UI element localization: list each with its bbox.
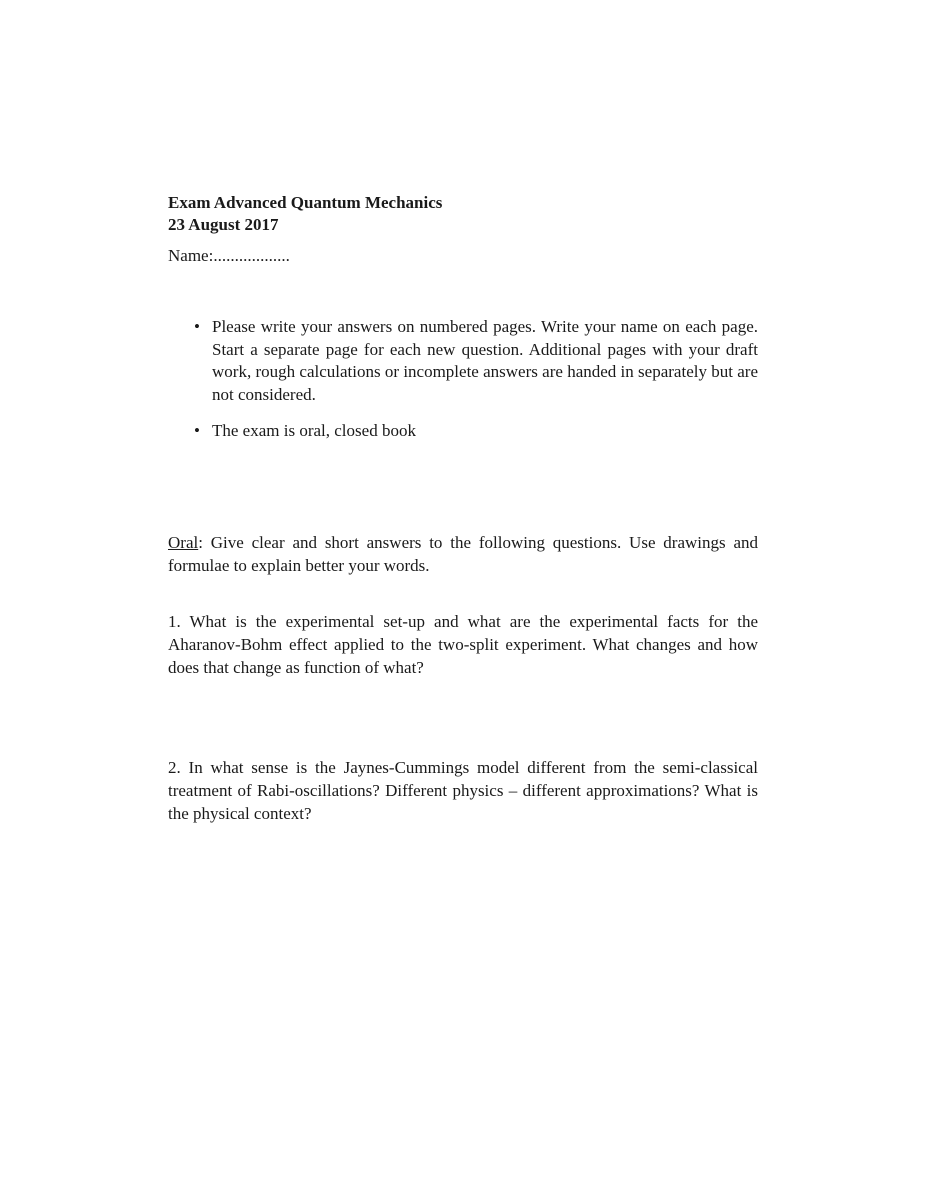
oral-text: : Give clear and short answers to the following questions. Use drawings and formulae to explain better your words. xyxy=(168,532,758,575)
question-1: 1. What is the experimental set-up and what are the experimental facts for the Aharanov-Bohm effect applied to the two-split experiment. What changes and how does that change as function of what? xyxy=(168,611,758,677)
oral-label: Oral xyxy=(168,532,199,552)
question-2: 2. In what sense is the Jaynes-Cummings model different from the semi-classical treatment of Rabi-oscillations? Different physics – different approximations? What is the physical context? xyxy=(168,757,758,823)
exam-date: 23 August 2017 xyxy=(168,215,279,234)
bullet-icon: • xyxy=(194,421,200,440)
page-content xyxy=(168,192,758,825)
instruction-item xyxy=(194,316,758,406)
bullet-icon: • xyxy=(194,317,200,336)
instruction-text: The exam is oral, closed book xyxy=(212,421,416,440)
exam-title: Exam Advanced Quantum Mechanics xyxy=(168,193,443,212)
instructions-list xyxy=(168,316,758,443)
name-field-label: Name:.................. xyxy=(168,246,290,265)
instruction-text: Please write your answers on numbered pages. Write your name on each page. Start a separate page for each new question. Additional pages with your draft work, rough calculations or incomplete answers are handed in separately but are not considered. xyxy=(212,317,758,404)
instruction-item xyxy=(194,420,758,443)
oral-instructions xyxy=(168,531,758,577)
